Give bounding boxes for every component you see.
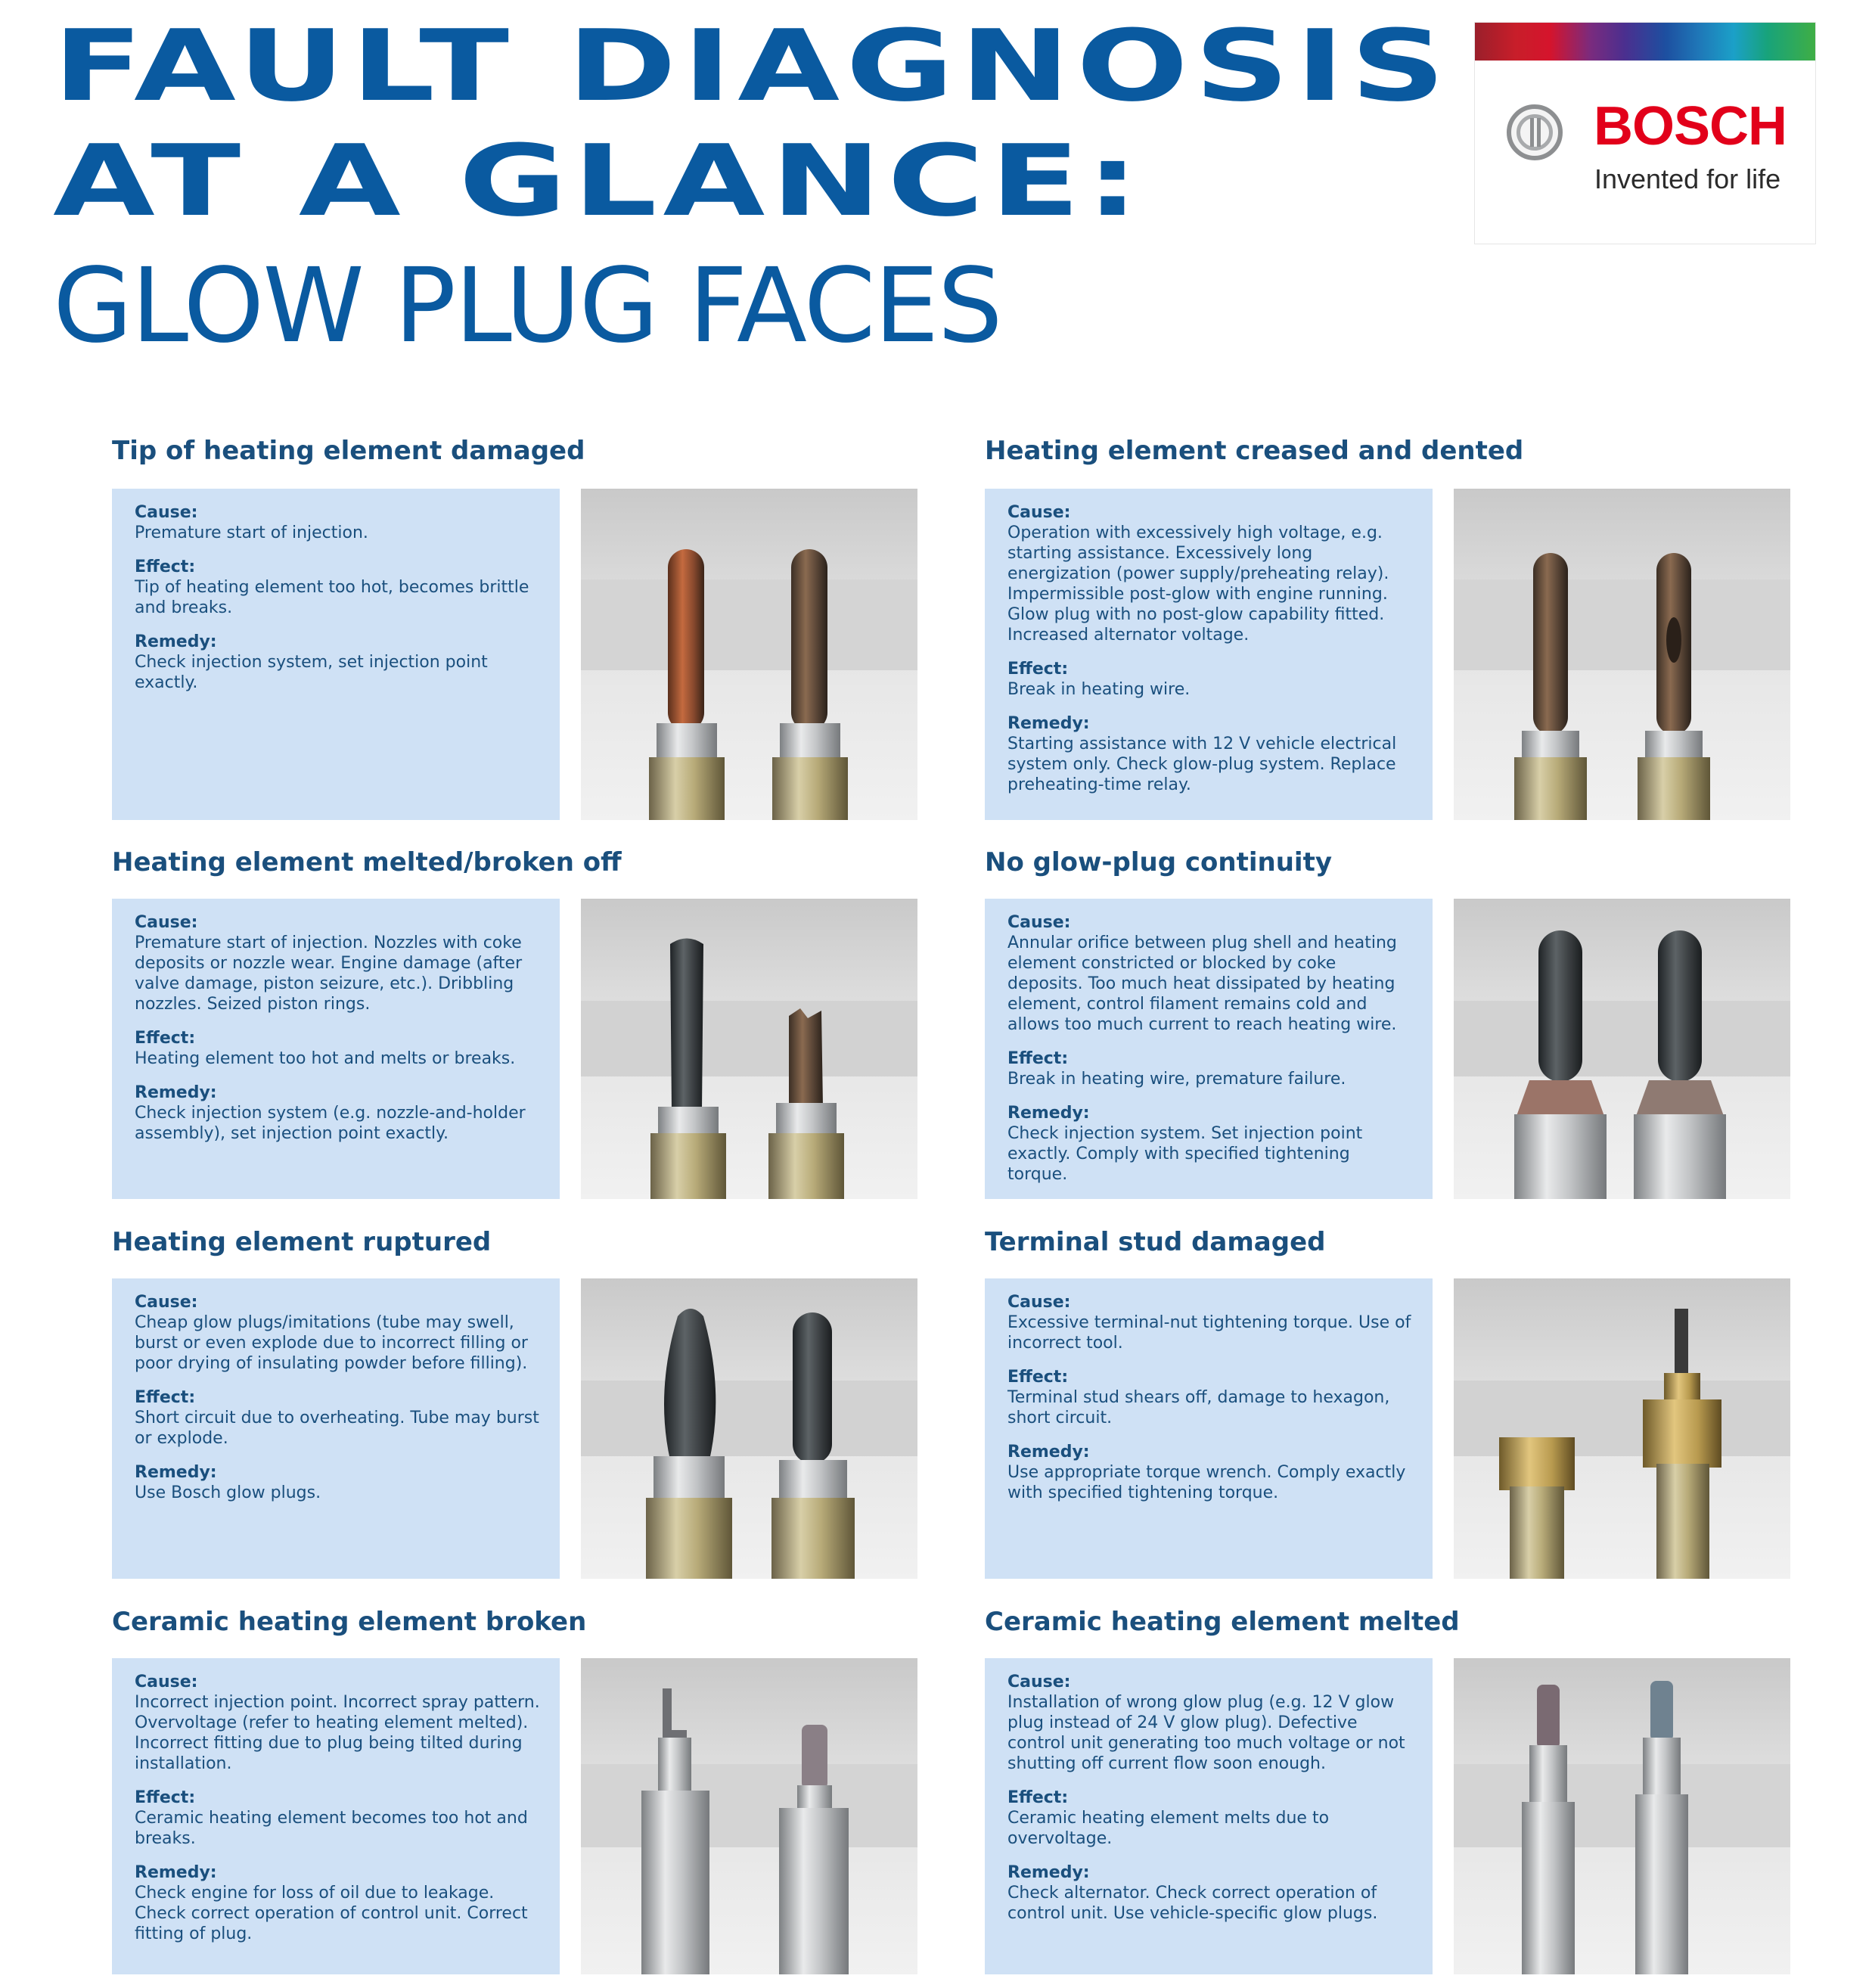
remedy-text: Check injection system. Set injection point exactly. Comply with specified tightening torque.	[1007, 1124, 1363, 1184]
main-title-line-2: AT A GLANCE:	[53, 123, 1145, 238]
glow-plug-photo	[581, 899, 917, 1199]
cause-label: Cause:	[135, 1673, 198, 1691]
glow-plug-photo	[1454, 1658, 1790, 1974]
cause-text: Premature start of injection.	[135, 523, 368, 542]
cause-text: Annular orifice between plug shell and heating element constricted or blocked by coke deposits. Too much heat dissipated by heating element, control filament remains cold and allows too much current to reach heating wire.	[1007, 933, 1397, 1034]
card-title: Ceramic heating element melted	[985, 1607, 1460, 1637]
effect-text: Ceramic heating element melts due to overvoltage.	[1007, 1809, 1330, 1848]
remedy-label: Remedy:	[135, 632, 217, 651]
effect-label: Effect:	[1007, 1368, 1069, 1387]
glow-plug-photo	[581, 1658, 917, 1974]
card-text-box	[985, 489, 1433, 820]
remedy-text: Check engine for loss of oil due to leakage. Check correct operation of control unit. Correct fitting of plug.	[135, 1884, 528, 1943]
remedy-label: Remedy:	[1007, 714, 1090, 733]
effect-text: Break in heating wire.	[1007, 680, 1191, 699]
cause-text: Excessive terminal-nut tightening torque. Use of incorrect tool.	[1007, 1313, 1411, 1353]
card-text-box	[985, 1278, 1433, 1579]
card-title: Ceramic heating element broken	[112, 1607, 587, 1637]
cause-text: Premature start of injection. Nozzles with coke deposits or nozzle wear. Engine damage (after valve damage, piston seizure, etc.). Dribbling nozzles. Seized piston rings.	[135, 933, 523, 1014]
glow-plug-photo	[1454, 489, 1790, 820]
glow-plug-photo	[1454, 1278, 1790, 1579]
cause-text: Cheap glow plugs/imitations (tube may swell, burst or even explode due to incorrect filling or poor drying of insulating powder before filling).	[135, 1313, 528, 1373]
cause-label: Cause:	[135, 913, 198, 932]
remedy-label: Remedy:	[1007, 1863, 1090, 1882]
effect-label: Effect:	[135, 558, 196, 576]
remedy-text: Use Bosch glow plugs.	[135, 1483, 321, 1502]
effect-label: Effect:	[135, 1388, 196, 1407]
effect-label: Effect:	[135, 1029, 196, 1048]
effect-text: Short circuit due to overheating. Tube may burst or explode.	[135, 1409, 539, 1448]
brand-color-stripe	[1475, 23, 1815, 61]
brand-name: BOSCH	[1594, 96, 1787, 157]
remedy-text: Check injection system (e.g. nozzle-and-holder assembly), set injection point exactly.	[135, 1104, 526, 1143]
card-title: Heating element ruptured	[112, 1227, 492, 1257]
subtitle: GLOW PLUG FACES	[53, 247, 1001, 366]
effect-label: Effect:	[1007, 660, 1069, 679]
remedy-label: Remedy:	[135, 1463, 217, 1482]
card-text-box	[985, 899, 1433, 1199]
card-title: Heating element creased and dented	[985, 436, 1524, 466]
card-text-box	[985, 1658, 1433, 1974]
cause-text: Installation of wrong glow plug (e.g. 12 V glow plug instead of 24 V glow plug). Defective control unit generating too much voltage or not shutting off current flow soon enough.	[1007, 1693, 1405, 1773]
remedy-label: Remedy:	[135, 1863, 217, 1882]
card-text-box	[112, 1278, 560, 1579]
cause-label: Cause:	[1007, 1673, 1071, 1691]
card-text-box	[112, 489, 560, 820]
card-title: Tip of heating element damaged	[112, 436, 585, 466]
cause-text: Operation with excessively high voltage, e.g. starting assistance. Excessively long energization (power supply/preheating relay). Impermissible post-glow with engine running. Glow plug with no post-glow capability fitted. Increased alternator voltage.	[1007, 523, 1389, 645]
effect-label: Effect:	[1007, 1788, 1069, 1807]
cause-label: Cause:	[1007, 913, 1071, 932]
remedy-label: Remedy:	[1007, 1443, 1090, 1461]
card-text-box	[112, 1658, 560, 1974]
card-title: Terminal stud damaged	[985, 1227, 1326, 1257]
cause-label: Cause:	[1007, 1293, 1071, 1312]
glow-plug-photo	[581, 489, 917, 820]
remedy-text: Check alternator. Check correct operation of control unit. Use vehicle-specific glow plugs.	[1007, 1884, 1378, 1923]
cause-label: Cause:	[135, 503, 198, 522]
effect-label: Effect:	[1007, 1049, 1069, 1068]
card-title: No glow-plug continuity	[985, 847, 1332, 878]
bosch-brand-panel	[1475, 23, 1815, 244]
cause-text: Incorrect injection point. Incorrect spray pattern. Overvoltage (refer to heating element melted). Incorrect fitting due to plug being tilted during installation.	[135, 1693, 540, 1773]
glow-plug-photo	[1454, 899, 1790, 1199]
brand-slogan: Invented for life	[1594, 163, 1781, 194]
glow-plug-photo	[581, 1278, 917, 1579]
remedy-text: Starting assistance with 12 V vehicle electrical system only. Check glow-plug system. Replace preheating-time relay.	[1007, 735, 1397, 794]
card-text-box	[112, 899, 560, 1199]
effect-text: Tip of heating element too hot, becomes brittle and breaks.	[135, 578, 529, 617]
effect-text: Terminal stud shears off, damage to hexagon, short circuit.	[1007, 1388, 1390, 1427]
remedy-label: Remedy:	[1007, 1104, 1090, 1123]
effect-label: Effect:	[135, 1788, 196, 1807]
bosch-armature-logo-icon	[1507, 104, 1563, 160]
cause-label: Cause:	[135, 1293, 198, 1312]
effect-text: Heating element too hot and melts or breaks.	[135, 1049, 516, 1068]
main-title-line-1: FAULT DIAGNOSIS	[53, 8, 1451, 123]
cause-label: Cause:	[1007, 503, 1071, 522]
effect-text: Break in heating wire, premature failure.	[1007, 1070, 1346, 1089]
effect-text: Ceramic heating element becomes too hot and breaks.	[135, 1809, 528, 1848]
card-title: Heating element melted/broken off	[112, 847, 622, 878]
remedy-text: Check injection system, set injection point exactly.	[135, 653, 488, 692]
remedy-text: Use appropriate torque wrench. Comply exactly with specified tightening torque.	[1007, 1463, 1406, 1502]
remedy-label: Remedy:	[135, 1083, 217, 1102]
